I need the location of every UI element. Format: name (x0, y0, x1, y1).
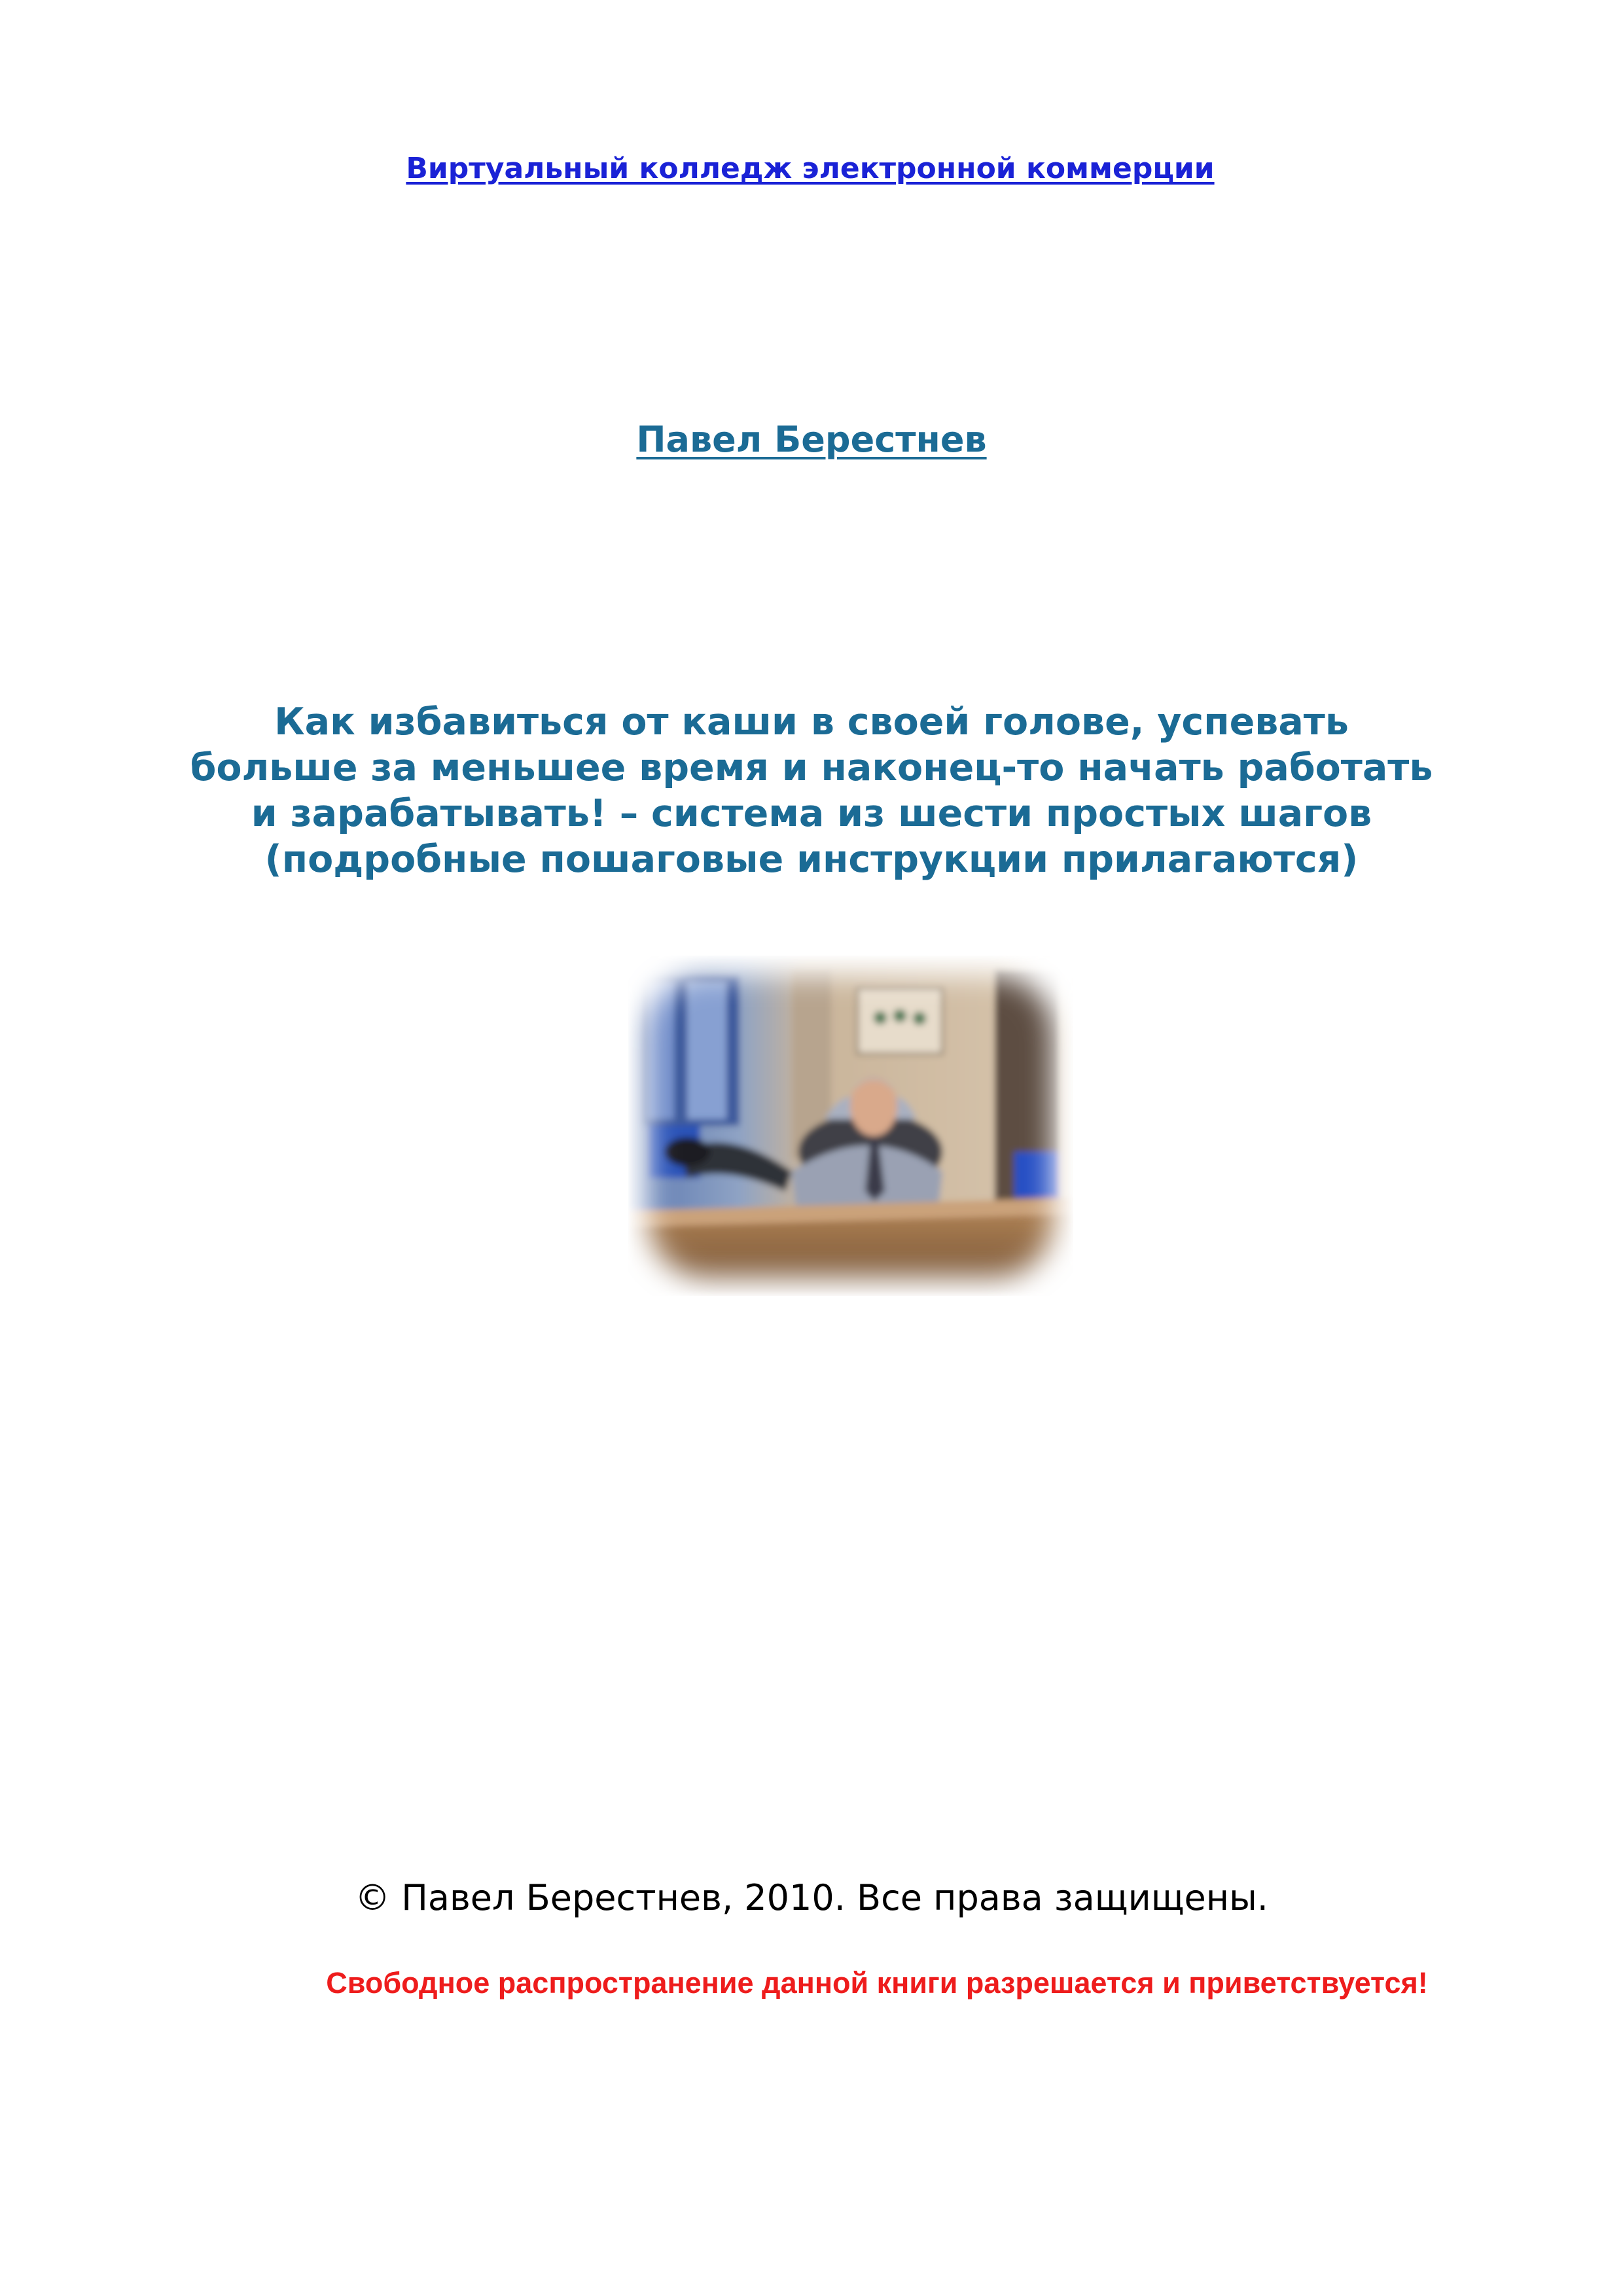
book-title-line-4: (подробные пошаговые инструкции прилагаются) (264, 838, 1359, 881)
college-link[interactable]: Виртуальный колледж электронной коммерции (406, 152, 1215, 185)
copyright-notice: © Павел Берестнев, 2010. Все права защищены. (355, 1877, 1268, 1918)
book-title-line-1: Как избавиться от каши в своей голове, успевать (274, 700, 1349, 744)
book-title-line-2: больше за меньшее время и наконец-то начать работать (190, 746, 1433, 789)
book-title-line-3: и зарабатывать! – система из шести простых шагов (251, 792, 1372, 835)
author-name-link[interactable]: Павел Берестнев (636, 419, 987, 460)
book-title (0, 699, 1623, 882)
relaxed-businessman-photo (628, 956, 1073, 1296)
free-distribution-notice: Свободное распространение данной книги разрешается и приветствуется! (326, 1966, 1428, 2000)
